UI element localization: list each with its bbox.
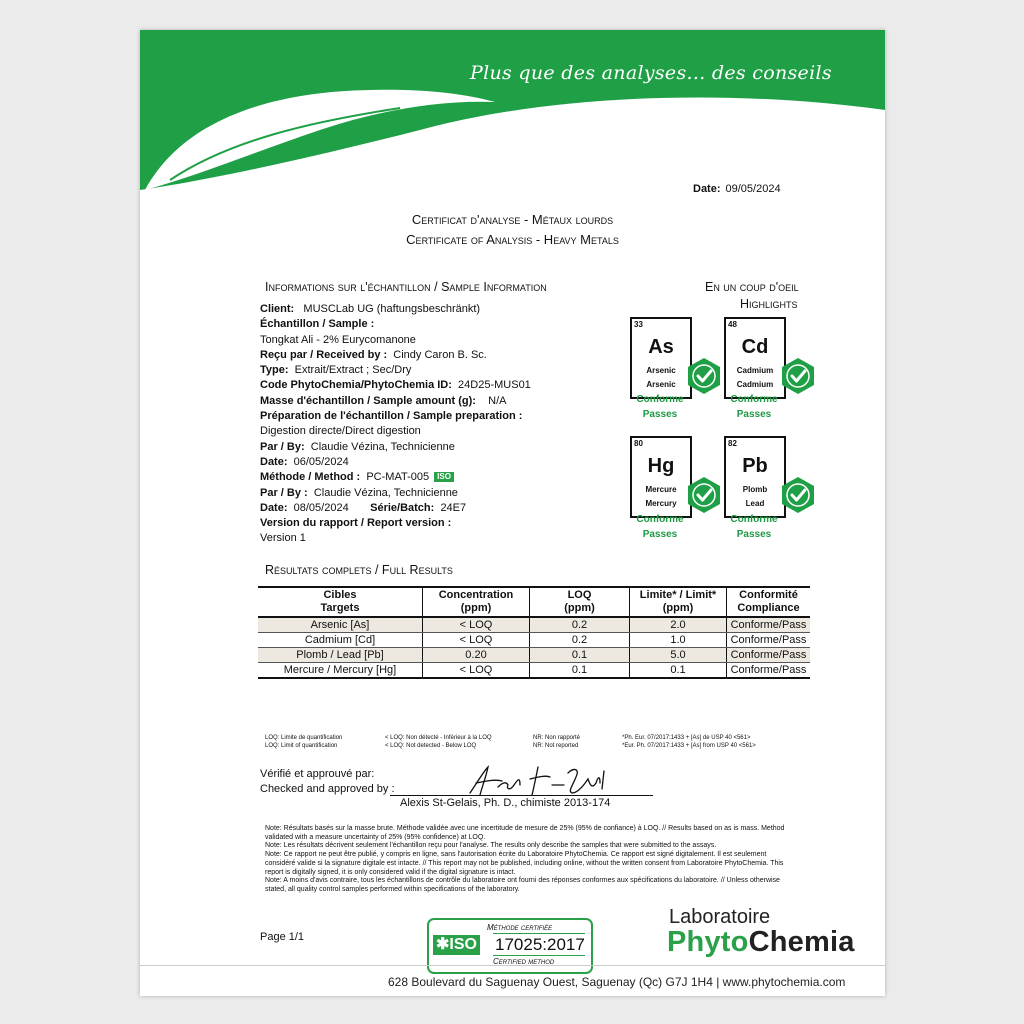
highlights-heading-en: Highlights [740, 297, 798, 311]
status-arsenic: Conforme Passes [636, 394, 684, 420]
lab-logo-line2: PhytoChemia [667, 926, 855, 958]
tagline: Plus que des analyses... des conseils [470, 62, 832, 84]
report-date: Date: 09/05/2024 [693, 183, 781, 195]
notes: Note: Résultats basés sur la masse brute. Méthode validée avec une incertitude de mesure de 25% (95% de confiance) à LOQ. // Results based on as is mass. Method validated with a measure uncertainty of 25% (95% confidence) at LOQ. Note: Les résultats décrivent seulement l'échantillon reçu pour l'analyse. The results only describe the samples that were submitted to the assays. Note: Ce rapport ne peut être publié, y compris en ligne, sans l'autorisation écrite du Laboratoire PhytoChemia. Ce rapport est signé digitalement. Il est seulement considéré valide si la signature digitale est intacte. // This report may not be published, including online, without the written consent from Laboratoire PhytoChemia. This report is digitally signed, it is only considered valid if the digital signature is intact. Note: A moins d'avis contraire, tous les échantillons de contrôle du laboratoire ont fourni des réponses conformes aux spécifications du laboratoire. // Unless otherwise stated, all quality control samples performed within specifications of the laboratory. [265, 825, 785, 893]
col-loq: LOQ (ppm) [530, 587, 630, 617]
signer-name: Alexis St-Gelais, Ph. D., chimiste 2013-174 [400, 797, 611, 809]
certificate-page [140, 30, 885, 996]
lab-logo-line1: Laboratoire [669, 906, 771, 928]
check-icon [686, 476, 722, 514]
check-icon [780, 357, 816, 395]
col-targets: Cibles Targets [258, 587, 423, 617]
address: 628 Boulevard du Saguenay Ouest, Saguenay (Qc) G7J 1H4 | www.phytochemia.com [388, 975, 846, 989]
table-header-row [258, 587, 810, 617]
col-concentration: Concentration (ppm) [423, 587, 530, 617]
table-row: Plomb / Lead [Pb] 0.20 0.1 5.0 Conforme/Pass [258, 648, 810, 663]
col-compliance: Conformité Compliance [727, 587, 811, 617]
check-icon [686, 357, 722, 395]
legend-not-reported: NR: Non rapporté NR: Not reported [533, 735, 581, 749]
star-icon: ✱ [436, 936, 450, 953]
title-en: Certificate of Analysis - Heavy Metals [406, 232, 619, 247]
col-limit: Limite* / Limit* (ppm) [630, 587, 727, 617]
sample-info-heading: Informations sur l'échantillon / Sample Information [265, 280, 547, 294]
iso-certification-badge: Méthode certifiée ✱ISO 17025:2017 Certified method [427, 918, 593, 974]
page-number: Page 1/1 [260, 931, 305, 943]
element-tile-cadmium: 48 Cd Cadmium Cadmium [724, 317, 786, 399]
iso-label: ✱ISO [433, 935, 480, 955]
element-tile-arsenic: 33 As Arsenic Arsenic [630, 317, 692, 399]
verification-label: Vérifié et approuvé par: Checked and approved by : [260, 768, 395, 795]
title-fr: Certificat d'analyse - Métaux lourds [411, 212, 614, 227]
signature-line [390, 795, 653, 796]
signature [440, 763, 640, 799]
results-table [258, 586, 810, 679]
table-row: Cadmium [Cd] < LOQ 0.2 1.0 Conforme/Pass [258, 633, 810, 648]
status-mercury: Conforme Passes [636, 514, 684, 540]
element-tile-lead: 82 Pb Plomb Lead [724, 436, 786, 518]
iso-badge-small: ISO [434, 472, 454, 482]
highlights-heading-fr: En un coup d'oeil [705, 280, 799, 294]
footer-divider [140, 965, 885, 966]
check-icon [780, 476, 816, 514]
legend-loq: LOQ: Limite de quantification LOQ: Limit of quantification [265, 735, 343, 749]
status-lead: Conforme Passes [730, 514, 778, 540]
element-tile-mercury: 80 Hg Mercure Mercury [630, 436, 692, 518]
table-row: Mercure / Mercury [Hg] < LOQ 0.1 0.1 Conforme/Pass [258, 663, 810, 679]
full-results-heading: Résultats complets / Full Results [265, 563, 453, 577]
legend-reference: *Ph. Eur. 07/2017:1433 + [As] de USP 40 <561> *Eur. Ph. 07/2017:1433 + [As] from USP 40 <561> [622, 735, 756, 749]
status-cadmium: Conforme Passes [730, 394, 778, 420]
legend-not-detected: < LOQ: Non détecté - Inférieur à la LOQ < LOQ: Not detected - Below LOQ [385, 735, 492, 749]
sample-info: Client: MUSCLab UG (haftungsbeschränkt) Échantillon / Sample : Tongkat Ali - 2% Eurycomanone Reçu par / Received by : Cindy Caron B. Sc. Type: Extrait/Extract ; Sec/Dry Code PhytoChemia/PhytoChemia ID: 24D25-MUS01 Masse d'échantillon / Sample amount (g): N/A Préparation de l'échantillon / Sample preparation : Digestion directe/Direct digestion Par / By: Claudie Vézina, Technicienne Date: 06/05/2024 Méthode / Method : PC-MAT-005 ISO Par / By : Claudie Vézina, Technicienne Date: 08/05/2024 Série/Batch: 24E7 Version du rapport / Report version : Version 1 [260, 303, 531, 545]
table-row: Arsenic [As] < LOQ 0.2 2.0 Conforme/Pass [258, 617, 810, 633]
